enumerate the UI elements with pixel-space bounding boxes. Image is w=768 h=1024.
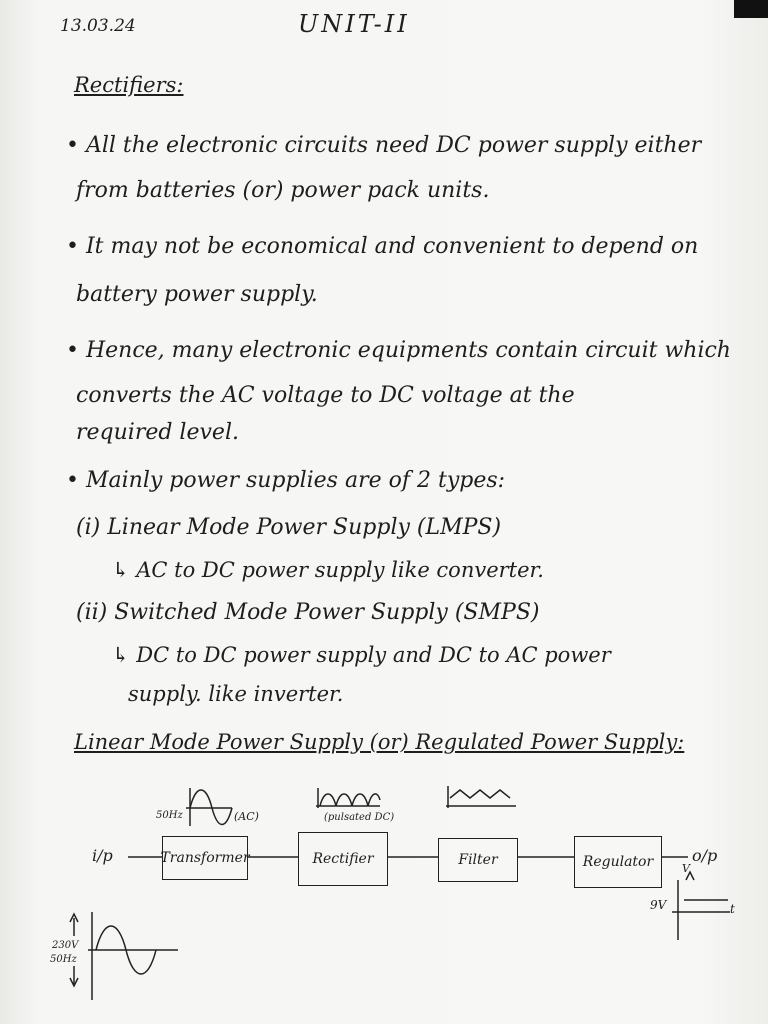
note-line-8: • Mainly power supplies are of 2 types: — [66, 468, 506, 493]
regulator-block — [574, 836, 662, 888]
note-line-5: • Hence, many electronic equipments contain circuit which — [66, 338, 731, 363]
regulator-label: Regulator — [582, 854, 654, 870]
page-date: 13.03.24 — [60, 16, 136, 36]
note-line-11: (ii) Switched Mode Power Supply (SMPS) — [76, 600, 540, 625]
note-line-1: • All the electronic circuits need DC power supply either — [66, 133, 702, 158]
output-voltage-label: 9V — [650, 898, 667, 912]
note-line-6: converts the AC voltage to DC voltage at the — [76, 383, 575, 408]
note-line-13: supply. like inverter. — [128, 682, 344, 706]
input-label: i/p — [92, 846, 113, 865]
diagram-heading: Linear Mode Power Supply (or) Regulated Power Supply: — [74, 730, 685, 754]
ac-waveform-label: (AC) — [234, 810, 259, 823]
note-line-9: (i) Linear Mode Power Supply (LMPS) — [76, 515, 502, 540]
note-line-10: ↳ AC to DC power supply like converter. — [112, 558, 544, 582]
time-axis-label: t — [730, 902, 735, 916]
rectifier-block — [298, 832, 388, 886]
note-line-4: battery power supply. — [76, 282, 318, 307]
voltage-axis-label: V — [682, 862, 690, 875]
note-line-2: from batteries (or) power pack units. — [76, 178, 490, 203]
transformer-block — [162, 836, 248, 880]
ac-frequency-label: 50Hz — [156, 810, 183, 821]
source-frequency-label: 50Hz — [50, 954, 77, 965]
transformer-label: Transformer — [160, 850, 250, 866]
rectifier-label: Rectifier — [312, 851, 374, 867]
filter-label: Filter — [458, 852, 498, 868]
output-label: o/p — [692, 846, 718, 865]
note-line-12: ↳ DC to DC power supply and DC to AC power — [112, 643, 611, 667]
section-heading: Rectifiers: — [74, 73, 184, 97]
note-line-3: • It may not be economical and convenient to depend on — [66, 234, 699, 259]
source-voltage-label: 230V — [52, 940, 79, 951]
note-line-7: required level. — [76, 420, 239, 445]
filter-block — [438, 838, 518, 882]
pulsated-dc-label: (pulsated DC) — [324, 812, 395, 823]
unit-title: UNIT-II — [298, 10, 410, 38]
